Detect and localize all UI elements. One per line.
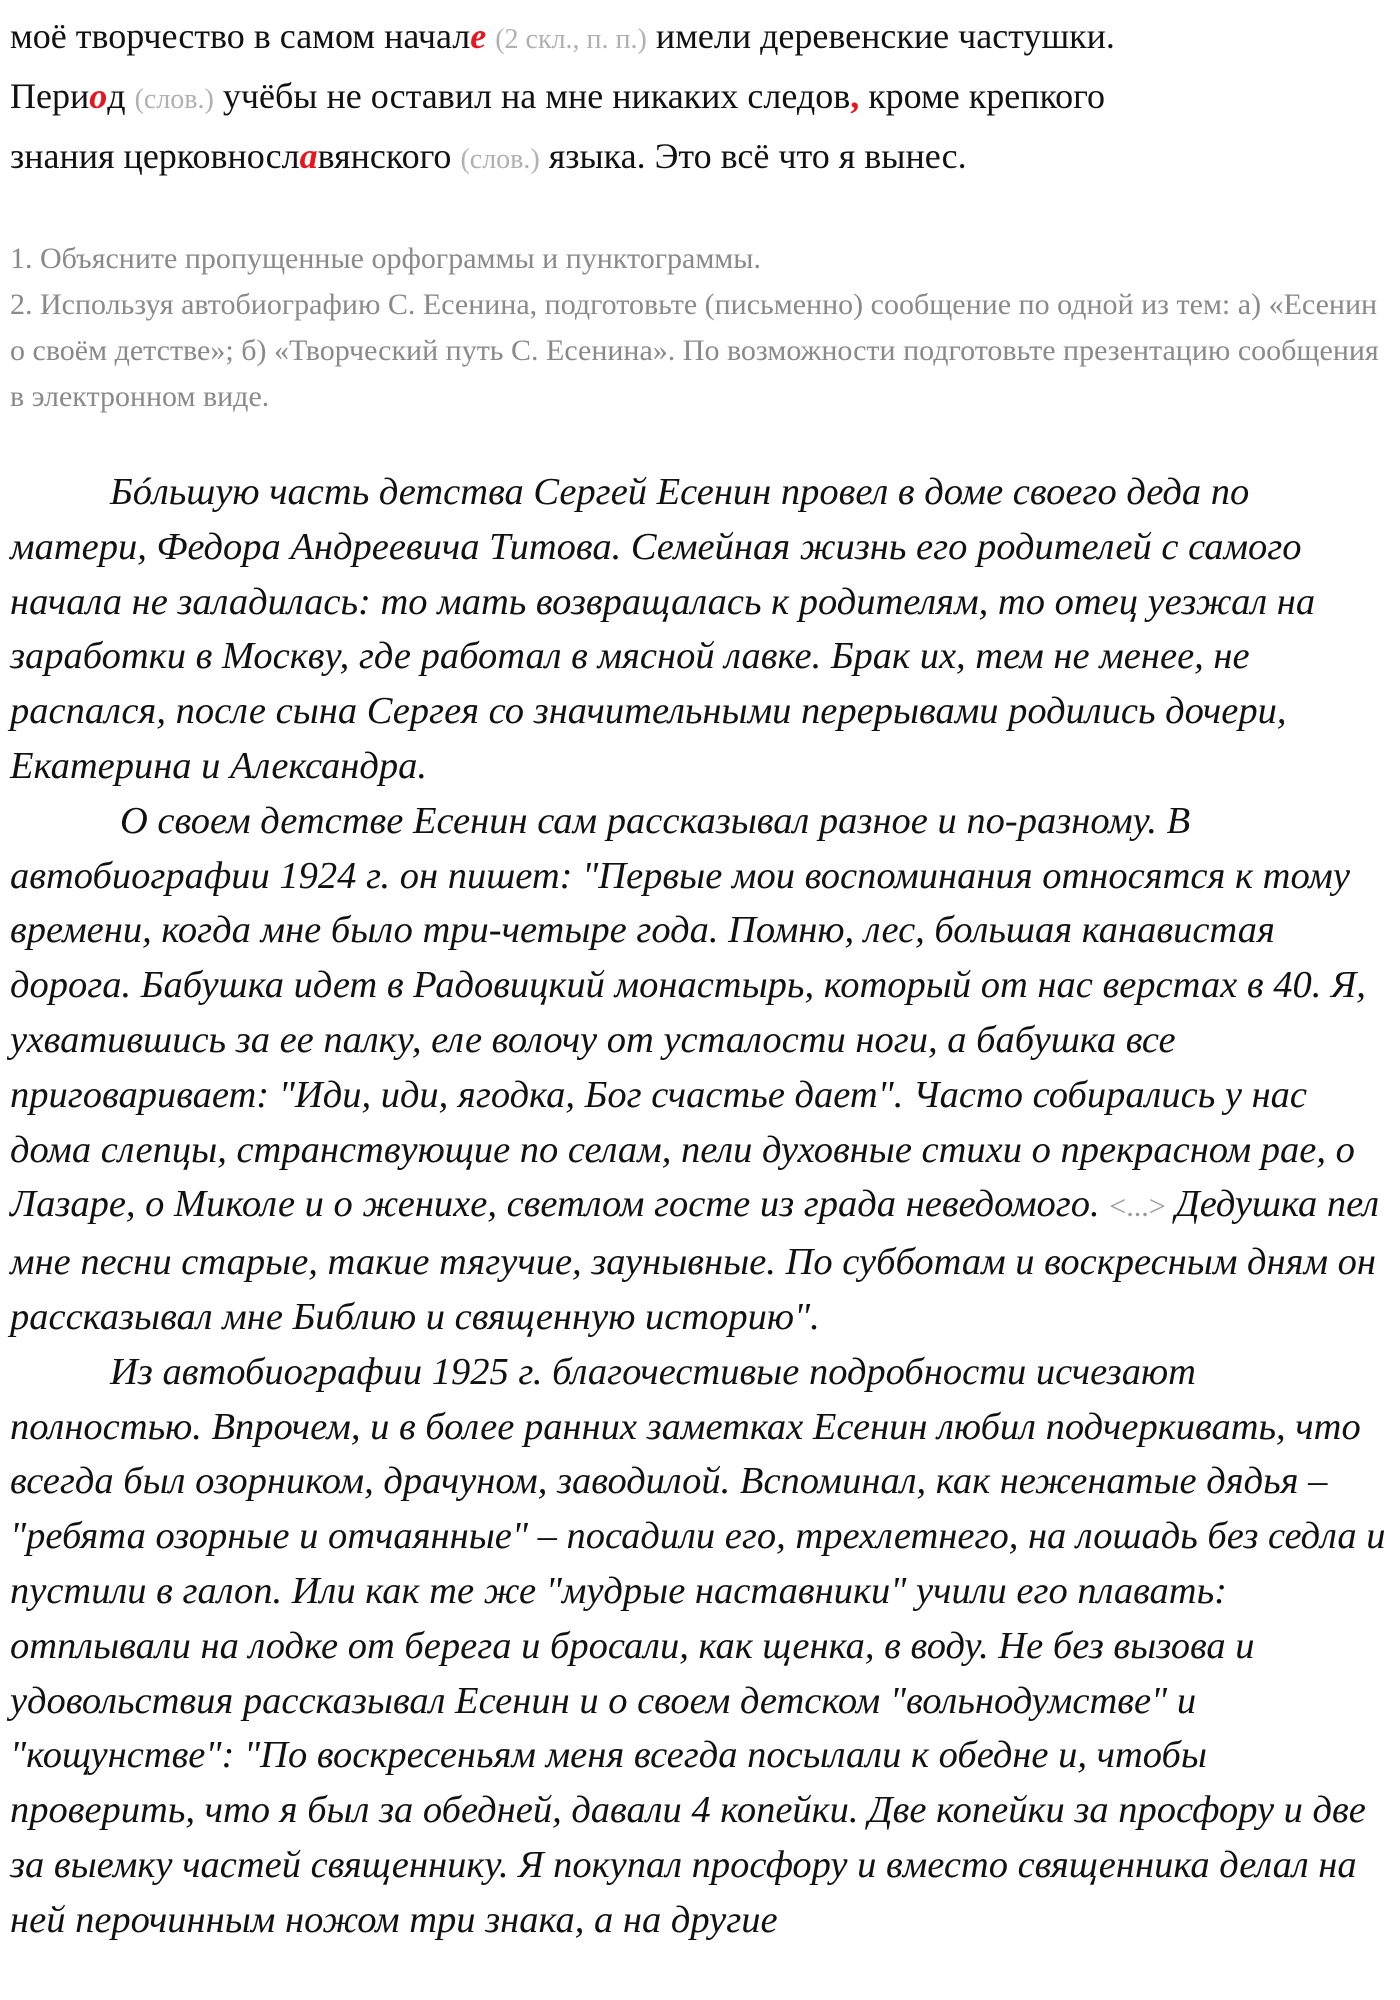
intro-line-3 (10, 128, 1390, 188)
omission-mark: <...> (1109, 1190, 1166, 1224)
intro-line-1 (10, 8, 1390, 68)
highlighted-letter: о (89, 76, 108, 116)
intro-text: имели деревенские частушки. (655, 16, 1115, 56)
highlighted-letter: е (470, 16, 487, 56)
paragraph-text: О своем детстве Есенин сам рассказывал разное и по-разному. В автобиографии 1924 г. он пишет: "Первые мои воспоминания относятся к тому времени, когда мне было три-четыре года. Помню, лес, большая канавистая дорога. Бабушка идет в Радовицкий монастырь, который от нас верстах в 40. Я, ухватившись за ее палку, еле волочу от усталости ноги, а бабушка все приговаривает: "Иди, иди, ягодка, Бог счастье дает". Часто собирались у нас дома слепцы, странствующие по селам, пели духовные стихи о прекрасном рае, о Лазаре, о Миколе и о женихе, светлом госте из града неведомого. (10, 799, 1366, 1226)
paragraph-text: Дедушка пел мне песни старые, такие тягучие, заунывные. По субботам и воскресным дням он рассказывал мне Библию и священную историю". (10, 1183, 1380, 1338)
intro-text: вянского (317, 136, 452, 176)
task-list (10, 236, 1390, 420)
grammar-note: (слов.) (134, 84, 214, 115)
paragraph-2 (10, 794, 1395, 1345)
intro-line-2 (10, 68, 1390, 128)
intro-text: кроме крепкого (868, 76, 1106, 116)
grammar-note: (слов.) (460, 144, 540, 175)
intro-text: учёбы не оставил на мне никаких следов (222, 76, 851, 116)
intro-text: языка. Это всё что я вынес. (548, 136, 967, 176)
biography-text (10, 465, 1395, 1948)
task-item: 1. Объясните пропущенные орфограммы и пунктограммы. (10, 242, 761, 275)
grammar-note: (2 скл., п. п.) (495, 24, 647, 55)
intro-text: Пери (10, 76, 90, 116)
highlighted-letter: а (299, 136, 318, 176)
intro-passage (10, 8, 1390, 188)
paragraph-3: Из автобиографии 1925 г. благочестивые подробности исчезают полностью. Впрочем, и в более ранних заметках Есенин любил подчеркивать, что всегда был озорником, драчуном, заводилой. Вспоминал, как неженатые дядья – "ребята озорные и отчаянные" – посадили его, трехлетнего, на лошадь без седла и пустили в галоп. Или как те же "мудрые наставники" учили его плавать: отплывали на лодке от берега и бросали, как щенка, в воду. Не без вызова и удовольствия рассказывал Есенин и о своем детском "вольнодумстве" и "кощунстве": "По воскресеньям меня всегда посылали к обедне и, чтобы проверить, что я был за обедней, давали 4 копейки. Две копейки за просфору и две за выемку частей священнику. Я покупал просфору и вместо священника делал на ней перочинным ножом три знака, а на другие (10, 1350, 1386, 1941)
document-page (10, 0, 1390, 1948)
intro-text: знания церковносл (10, 136, 300, 176)
highlighted-comma: , (850, 76, 860, 116)
task-item: 2. Используя автобиографию С. Есенина, подготовьте (письменно) сообщение по одной из тем: а) «Есенин о своём детстве»; б) «Творческий путь С. Есенина». По возможности подготовьте презентацию сообщения в электронном виде. (10, 288, 1379, 413)
intro-text: д (107, 76, 126, 116)
paragraph-1: Бóльшую часть детства Сергей Есенин провел в доме своего деда по матери, Федора Андреевича Титова. Семейная жизнь его родителей с самого начала не заладилась: то мать возвращалась к родителям, то отец уезжал на заработки в Москву, где работал в мясной лавке. Брак их, тем не менее, не распался, после сына Сергея со значительными перерывами родились дочери, Екатерина и Александра. (10, 471, 1316, 787)
intro-text: моё творчество в самом начал (10, 16, 471, 56)
